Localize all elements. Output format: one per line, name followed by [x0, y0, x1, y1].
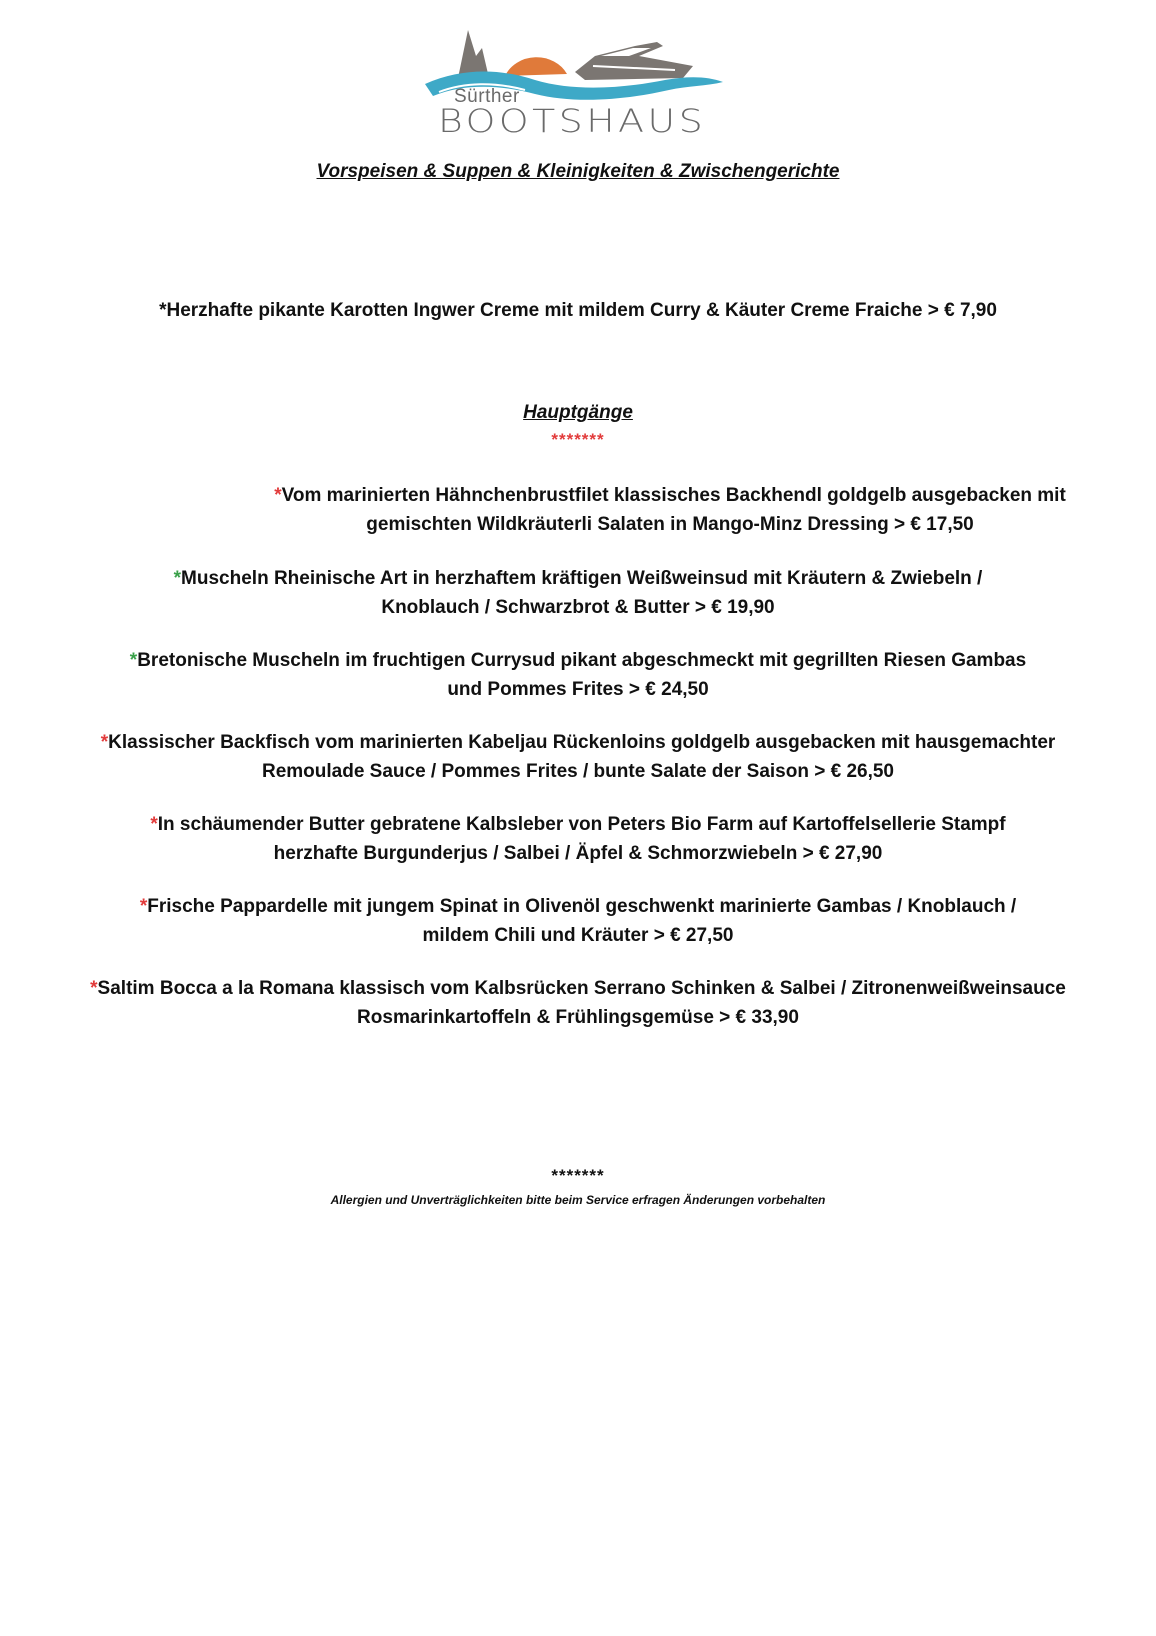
- dish-item: [0, 974, 1156, 1032]
- dish-line-2: gemischten Wildkräuterli Salaten in Mango-Minz Dressing > € 17,50: [366, 514, 974, 535]
- allergy-note: Allergien und Unverträglichkeiten bitte beim Service erfragen Änderungen vorbehalten: [330, 1193, 826, 1207]
- dish-line-1: [0, 564, 1156, 593]
- dish-item: [0, 810, 1156, 868]
- logo-subtitle: Sürther: [454, 86, 520, 107]
- dish-line-2: Rosmarinkartoffeln & Frühlingsgemüse > € 33,90: [357, 1007, 799, 1028]
- mains-heading: Hauptgänge: [523, 402, 633, 423]
- dish-item: [0, 564, 1156, 622]
- dish-item: [0, 728, 1156, 786]
- dish-line-1: [0, 810, 1156, 839]
- dish-line-2: Remoulade Sauce / Pommes Frites / bunte Salate der Saison > € 26,50: [261, 761, 894, 782]
- dish-item: [0, 646, 1156, 704]
- dish-marker: *: [129, 650, 138, 671]
- dish-line-2: Knoblauch / Schwarzbrot & Butter > € 19,90: [381, 597, 775, 618]
- dish-line-2: und Pommes Frites > € 24,50: [447, 679, 709, 700]
- dish-line-1: [0, 646, 1156, 675]
- dish-marker: *: [150, 814, 158, 835]
- dish-line-2: herzhafte Burgunderjus / Salbei / Äpfel & Schmorzwiebeln > € 27,90: [273, 843, 883, 864]
- dish-text: Vom marinierten Hähnchenbrustfilet klassisches Backhendl goldgelb ausgebacken mit: [281, 485, 1066, 506]
- dish-text: Frische Pappardelle mit jungem Spinat in Olivenöl geschwenkt marinierte Gambas / Knoblauch /: [147, 896, 1017, 917]
- dish-marker: *: [274, 485, 282, 506]
- starter-text: Herzhafte pikante Karotten Ingwer Creme mit mildem Curry & Käuter Creme Fraiche > € 7,90: [166, 300, 997, 321]
- dish-line-1: [0, 892, 1156, 921]
- dish-marker: *: [100, 732, 109, 753]
- mains-stars: *******: [551, 430, 605, 449]
- dish-text: In schäumender Butter gebratene Kalbsleber von Peters Bio Farm auf Kartoffelsellerie Stampf: [157, 814, 1006, 835]
- dish-marker: *: [139, 896, 148, 917]
- starter-marker: *: [159, 300, 167, 321]
- starter-line: [0, 296, 1156, 325]
- dish-text: Muscheln Rheinische Art in herzhaftem kräftigen Weißweinsud mit Kräutern & Zwiebeln /: [181, 568, 983, 589]
- dish-line-2: mildem Chili und Kräuter > € 27,50: [422, 925, 734, 946]
- footer-stars: *******: [551, 1166, 605, 1185]
- dish-line-1: [0, 974, 1156, 1003]
- dish-text: Bretonische Muscheln im fruchtigen Currysud pikant abgeschmeckt mit gegrillten Riesen Gambas: [137, 650, 1027, 671]
- dish-text: Saltim Bocca a la Romana klassisch vom Kalbsrücken Serrano Schinken & Salbei / Zitronenweißweinsauce: [97, 978, 1066, 999]
- dish-text: Klassischer Backfisch vom marinierten Kabeljau Rückenloins goldgelb ausgebacken mit hausgemachter: [108, 732, 1056, 753]
- dish-line-1: [92, 481, 1156, 510]
- dish-line-1: [0, 728, 1156, 757]
- dish-item: [92, 481, 1156, 539]
- dish-item: [0, 892, 1156, 950]
- starters-heading: Vorspeisen & Suppen & Kleinigkeiten & Zwischengerichte: [316, 161, 840, 182]
- logo-title: BOOTSHAUS: [438, 102, 707, 140]
- starter-item: [0, 296, 1156, 325]
- dish-marker: *: [173, 568, 182, 589]
- dish-marker: *: [90, 978, 98, 999]
